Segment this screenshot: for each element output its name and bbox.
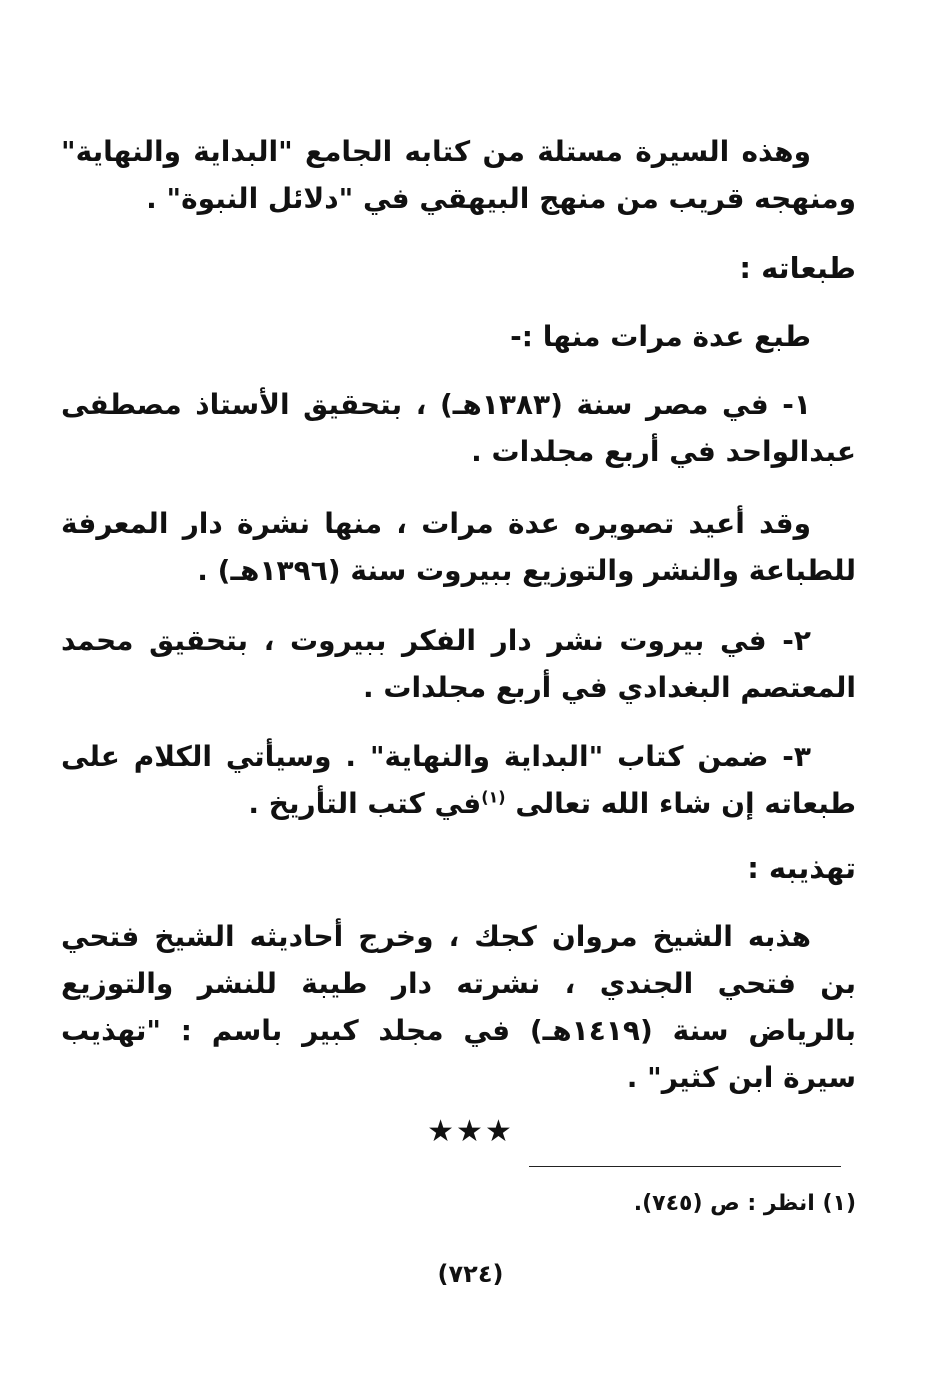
paragraph-edition-3	[61, 733, 856, 827]
footnote-text: (١) انظر : ص (٧٤٥).	[633, 1191, 856, 1216]
paragraph-edition-1: ١- في مصر سنة (١٣٨٣هـ) ، بتحقيق الأستاذ مصطفى عبدالواحد في أربع مجلدات .	[61, 388, 856, 468]
paragraph-abridgment: هذبه الشيخ مروان كجك ، وخرج أحاديثه الشيخ فتحي بن فتحي الجندي ، نشرته دار طيبة للنشر والتوزيع بالرياض سنة (١٤١٩هـ) في مجلد كبير باسم : "تهذيب سيرة ابن كثير" .	[61, 920, 856, 1094]
heading-abridgment: تهذيبه :	[747, 851, 856, 885]
edition-3-text-end: في كتب التأريخ .	[248, 787, 482, 820]
page-number: (٧٢٤)	[437, 1260, 504, 1288]
paragraph-editions-intro: طبع عدة مرات منها :-	[510, 320, 811, 353]
paragraph-edition-2: ٢- في بيروت نشر دار الفكر ببيروت ، بتحقيق محمد المعتصم البغدادي في أربع مجلدات .	[61, 624, 856, 704]
footnote-reference: (١)	[481, 787, 506, 807]
footnote-divider	[529, 1166, 841, 1167]
edition-3-text: ٣- ضمن كتاب "البداية والنهاية" . وسيأتي الكلام على طبعاته إن شاء الله تعالى	[61, 740, 856, 820]
heading-editions: طبعاته :	[739, 251, 856, 285]
paragraph-intro: وهذه السيرة مستلة من كتابه الجامع "البداية والنهاية" ومنهجه قريب من منهج البيهقي في "دلائل النبوة" .	[61, 135, 856, 215]
section-separator: ★★★	[427, 1114, 514, 1149]
paragraph-reprints: وقد أعيد تصويره عدة مرات ، منها نشرة دار المعرفة للطباعة والنشر والتوزيع ببيروت سنة (١٣٩٦هـ) .	[61, 507, 856, 587]
